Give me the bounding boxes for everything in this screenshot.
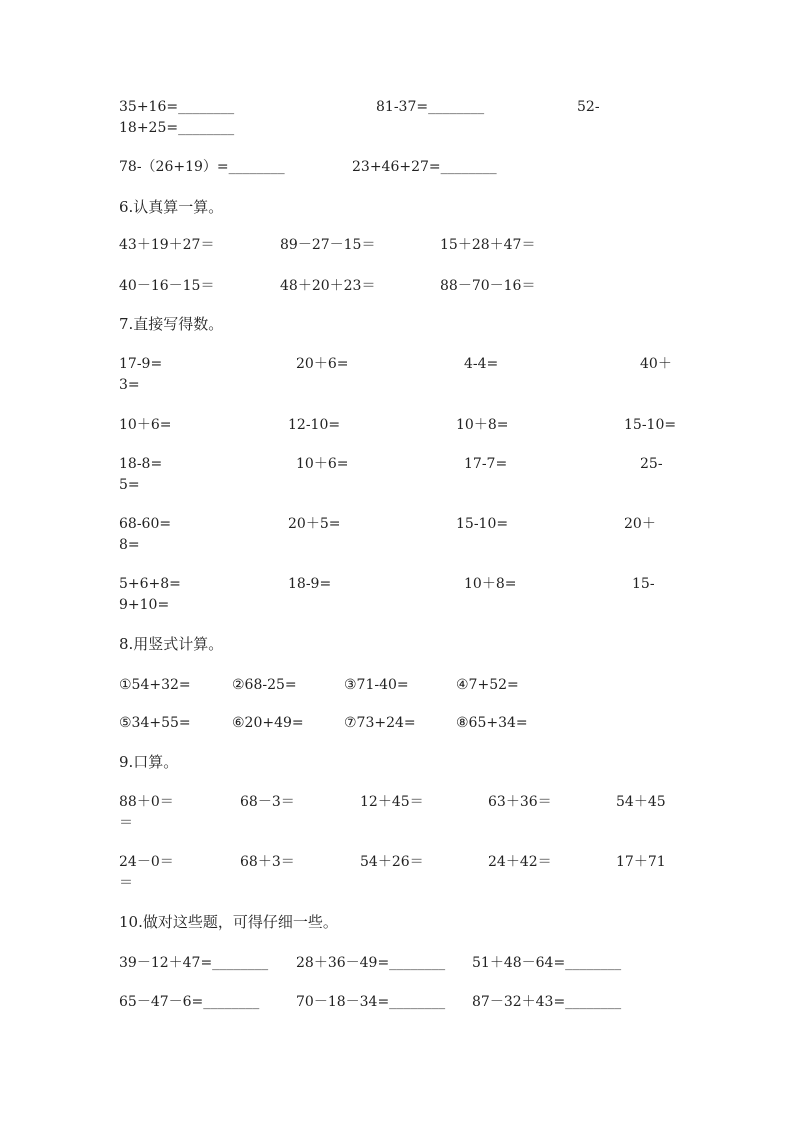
section-title-9: 9.口算。: [119, 753, 179, 771]
problem: 40＋: [640, 356, 672, 372]
problem: 12-10=: [288, 417, 341, 433]
problem: ①54+32=: [119, 677, 191, 693]
problem-wrap: 8=: [119, 537, 140, 553]
problem: 88－70－16＝: [440, 278, 536, 294]
problem: 54＋26＝: [360, 854, 424, 870]
problem: 10＋6=: [119, 417, 172, 433]
problem: 12＋45＝: [360, 794, 424, 810]
problem: 10＋6=: [296, 456, 349, 472]
problem-wrap: 18+25=________: [119, 120, 235, 136]
section-title-7: 7.直接写得数。: [119, 315, 224, 333]
problem-wrap: 9+10=: [119, 597, 170, 613]
problem: 63＋36＝: [488, 794, 552, 810]
problem: 35+16=________: [119, 99, 235, 115]
problem: 15-: [632, 576, 655, 592]
problem: 81-37=________: [376, 99, 485, 115]
problem: 88＋0＝: [119, 794, 174, 810]
problem: 10＋8=: [464, 576, 517, 592]
problem: 65－47－6=________: [119, 994, 260, 1010]
section-title-6: 6.认真算一算。: [119, 198, 224, 216]
problem: 15-10=: [456, 516, 509, 532]
problem: 78-（26+19）=________: [119, 159, 285, 175]
problem: ⑥20+49=: [232, 715, 304, 731]
problem: 20＋5=: [288, 516, 341, 532]
problem: 24－0＝: [119, 854, 174, 870]
problem: 17＋71: [616, 854, 666, 870]
problem: 24＋42＝: [488, 854, 552, 870]
problem: 23+46+27=________: [352, 159, 497, 175]
problem: 18-9=: [288, 576, 332, 592]
problem: 68-60=: [119, 516, 172, 532]
problem-wrap: ＝: [119, 815, 133, 831]
problem: 20＋: [624, 516, 656, 532]
problem: ⑦73+24=: [344, 715, 416, 731]
problem: 40－16－15＝: [119, 278, 215, 294]
problem: ④7+52=: [456, 677, 519, 693]
problem: 17-9=: [119, 356, 163, 372]
problem: 68－3＝: [240, 794, 295, 810]
problem: 54＋45: [616, 794, 666, 810]
problem: 25-: [640, 456, 663, 472]
section-title-8: 8.用竖式计算。: [119, 635, 224, 653]
problem: 4-4=: [464, 356, 499, 372]
problem: ⑧65+34=: [456, 715, 528, 731]
problem: 48＋20＋23＝: [280, 278, 376, 294]
problem: 70－18－34=________: [296, 994, 446, 1010]
problem: 68＋3＝: [240, 854, 295, 870]
problem: 52-: [577, 99, 600, 115]
problem-wrap: ＝: [119, 875, 133, 891]
problem: ⑤34+55=: [119, 715, 191, 731]
problem-wrap: 5=: [119, 477, 140, 493]
problem: 15＋28＋47＝: [440, 237, 536, 253]
problem: 43＋19＋27＝: [119, 237, 215, 253]
problem: 87－32＋43=________: [472, 994, 622, 1010]
problem: 17-7=: [464, 456, 508, 472]
problem: 18-8=: [119, 456, 163, 472]
problem: 28＋36－49=________: [296, 955, 446, 971]
problem: 5+6+8=: [119, 576, 181, 592]
problem: 51＋48－64=________: [472, 955, 622, 971]
problem: ③71-40=: [344, 677, 409, 693]
problem: 20＋6=: [296, 356, 349, 372]
problem: 10＋8=: [456, 417, 509, 433]
problem: ②68-25=: [232, 677, 297, 693]
problem: 15-10=: [624, 417, 677, 433]
problem: 39－12＋47=________: [119, 955, 269, 971]
problem-wrap: 3=: [119, 377, 140, 393]
section-title-10: 10.做对这些题，可得仔细一些。: [119, 913, 338, 931]
problem: 89－27－15＝: [280, 237, 376, 253]
